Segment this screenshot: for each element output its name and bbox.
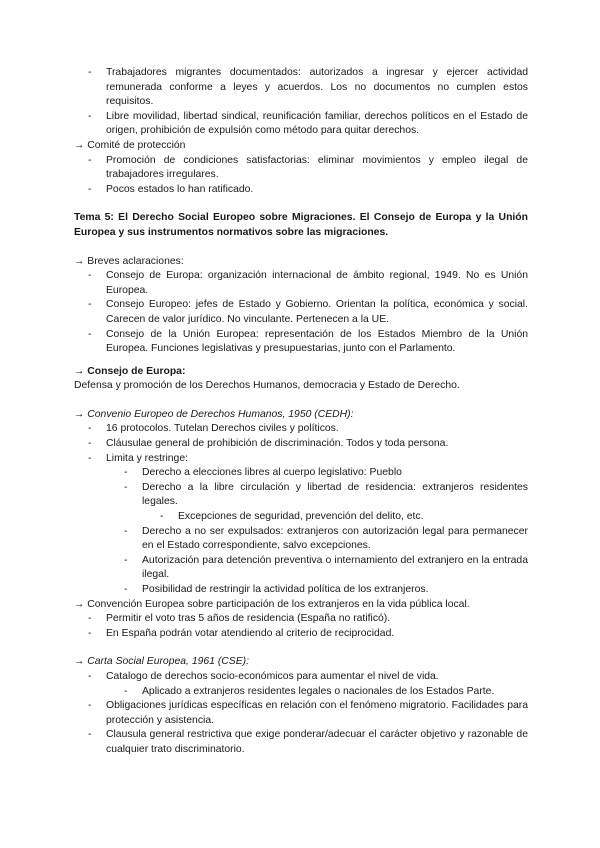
intro-list bbox=[74, 66, 528, 139]
list-item: - Excepciones de seguridad, prevención del delito, etc. bbox=[142, 510, 528, 525]
list-item: - Promoción de condiciones satisfactorias: eliminar movimientos y empleo ilegal de trabajadores irregulares. bbox=[74, 154, 528, 183]
list-item: - Autorización para detención preventiva o internamiento del extranjero en la entrada ilegal. bbox=[106, 554, 528, 583]
comite-heading: → Comité de protección bbox=[74, 139, 186, 151]
list-item: - 16 protocolos. Tutelan Derechos civiles y políticos. bbox=[74, 422, 528, 437]
list-item-text: Catalogo de derechos socio-económicos para aumentar el nivel de vida. bbox=[106, 670, 439, 682]
list-item: - Derecho a elecciones libres al cuerpo legislativo: Pueblo bbox=[106, 466, 528, 481]
list-item: - Permitir el voto tras 5 años de residencia (España no ratificó). bbox=[74, 612, 528, 627]
list-item: - Consejo de Europa: organización internacional de ámbito regional, 1949. No es Unión Europea. bbox=[74, 269, 528, 298]
document-page bbox=[74, 66, 528, 758]
list-item bbox=[106, 481, 528, 525]
list-item: - Posibilidad de restringir la actividad política de los extranjeros. bbox=[106, 583, 528, 598]
list-item: - Pocos estados lo han ratificado. bbox=[74, 183, 528, 198]
cedh-heading: → Convenio Europeo de Derechos Humanos, 1950 (CEDH): bbox=[74, 408, 354, 420]
cse-heading: → Carta Social Europea, 1961 (CSE): bbox=[74, 656, 249, 668]
list-item bbox=[74, 452, 528, 598]
list-item: - Consejo Europeo: jefes de Estado y Gobierno. Orientan la política, económica y social. Carecen de valor jurídico. No vinculante. Pertenecen a la UE. bbox=[74, 298, 528, 327]
aclaraciones-heading: → Breves aclaraciones: bbox=[74, 255, 184, 267]
convencion-heading: → Convención Europea sobre participación de los extranjeros en la vida pública local. bbox=[74, 598, 470, 610]
list-item bbox=[74, 670, 528, 699]
consejo-heading: → Consejo de Europa: bbox=[74, 365, 186, 377]
list-item: - Libre movilidad, libertad sindical, reunificación familiar, derechos políticos en el Estado de origen, prohibición de expulsión como método para quitar derechos. bbox=[74, 110, 528, 139]
cedh-sublist bbox=[106, 466, 528, 597]
list-item: - Derecho a no ser expulsados: extranjeros con autorización legal para permanecer en el Estado correspondiente, salvo excepciones. bbox=[106, 525, 528, 554]
consejo-text: Defensa y promoción de los Derechos Humanos, democracia y Estado de Derecho. bbox=[74, 380, 460, 392]
list-item: - Obligaciones jurídicas específicas en relación con el fenómeno migratorio. Facilidades para protección y asistencia. bbox=[74, 699, 528, 728]
section-title: Tema 5: El Derecho Social Europeo sobre Migraciones. El Consejo de Europa y la Unión Europea y sus instrumentos normativos sobre las migraciones. bbox=[74, 212, 528, 238]
list-item: - En España podrán votar atendiendo al criterio de reciprocidad. bbox=[74, 627, 528, 642]
list-item: - Aplicado a extranjeros residentes legales o nacionales de los Estados Parte. bbox=[106, 685, 528, 700]
cse-list bbox=[74, 670, 528, 758]
convencion-list bbox=[74, 612, 528, 641]
cedh-subsublist bbox=[142, 510, 528, 525]
list-item-text: Derecho a la libre circulación y libertad de residencia: extranjeros residentes legales. bbox=[142, 481, 528, 508]
comite-list bbox=[74, 154, 528, 198]
list-item: - Clausula general restrictiva que exige ponderar/adecuar el carácter objetivo y razonable de cualquier trato discriminatorio. bbox=[74, 728, 528, 757]
cedh-list bbox=[74, 422, 528, 597]
list-item: - Cláusulae general de prohibición de discriminación. Todos y toda persona. bbox=[74, 437, 528, 452]
aclaraciones-list bbox=[74, 269, 528, 357]
list-item-text: Limita y restringe: bbox=[106, 452, 188, 464]
list-item: - Trabajadores migrantes documentados: autorizados a ingresar y ejercer actividad remunerada conforme a leyes y acuerdos. Los no documentos no cumplen estos requisitos. bbox=[74, 66, 528, 110]
cse-sublist bbox=[106, 685, 528, 700]
list-item: - Consejo de la Unión Europea: representación de los Estados Miembro de la Unión Europea. Funciones legislativas y presupuestarias, junto con el Parlamento. bbox=[74, 328, 528, 357]
